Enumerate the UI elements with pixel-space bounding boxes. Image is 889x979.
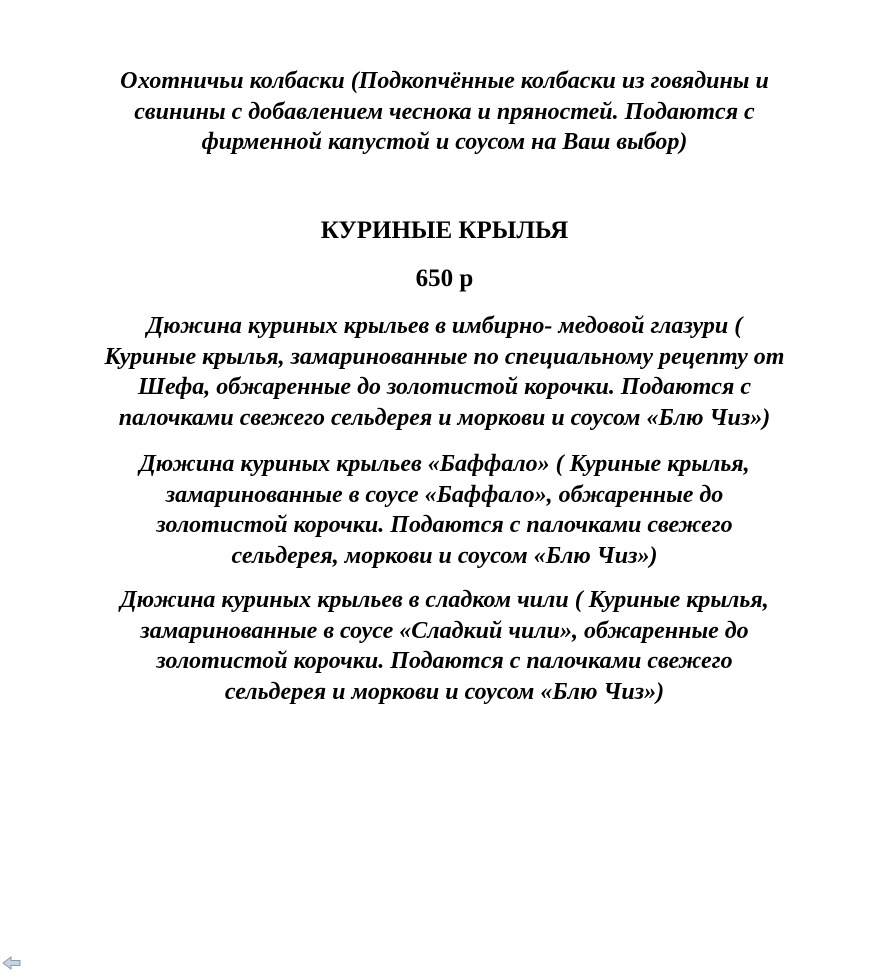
text-line: сельдерея, моркови и соусом «Блю Чиз»)	[231, 542, 658, 569]
section-title: КУРИНЫЕ КРЫЛЬЯ	[320, 217, 569, 244]
text-line: замаринованные в соусе «Сладкий чили», обжаренные до	[140, 617, 749, 644]
text-line: сельдерея и моркови и соусом «Блю Чиз»)	[224, 678, 665, 705]
arrow-left-icon[interactable]	[2, 955, 22, 971]
menu-item-buffalo-wings	[40, 449, 849, 571]
section-price: 650 р	[415, 265, 474, 292]
text-line: Охотничьи колбаски (Подкопчённые колбаски из говядины и	[120, 68, 769, 94]
text-line: фирменной капустой и соусом на Ваш выбор)	[201, 129, 688, 155]
text-line: Куриные крылья, замаринованные по специальному рецепту от	[104, 343, 785, 370]
text-line: золотистой корочки. Подаются с палочками свежего	[156, 512, 733, 538]
text-line: Дюжина куриных крыльев в имбирно- медовой глазури (	[146, 313, 743, 339]
text-line: Дюжина куриных крыльев в сладком чили ( Куриные крылья,	[120, 587, 769, 613]
menu-item-sweet-chili-wings	[40, 585, 849, 707]
text-line: палочками свежего сельдерея и моркови и соусом «Блю Чиз»)	[118, 404, 771, 431]
text-line: замаринованные в соусе «Баффало», обжаренные до	[165, 481, 724, 508]
text-line: Шефа, обжаренные до золотистой корочки. Подаются с	[138, 374, 751, 400]
sausages-description	[40, 66, 849, 158]
text-line: Дюжина куриных крыльев «Баффало» ( Куриные крылья,	[139, 451, 750, 477]
text-line: золотистой корочки. Подаются с палочками свежего	[156, 648, 733, 674]
menu-item-ginger-honey-wings	[40, 311, 849, 433]
text-line: свинины с добавлением чеснока и пряностей. Подаются с	[134, 98, 755, 125]
